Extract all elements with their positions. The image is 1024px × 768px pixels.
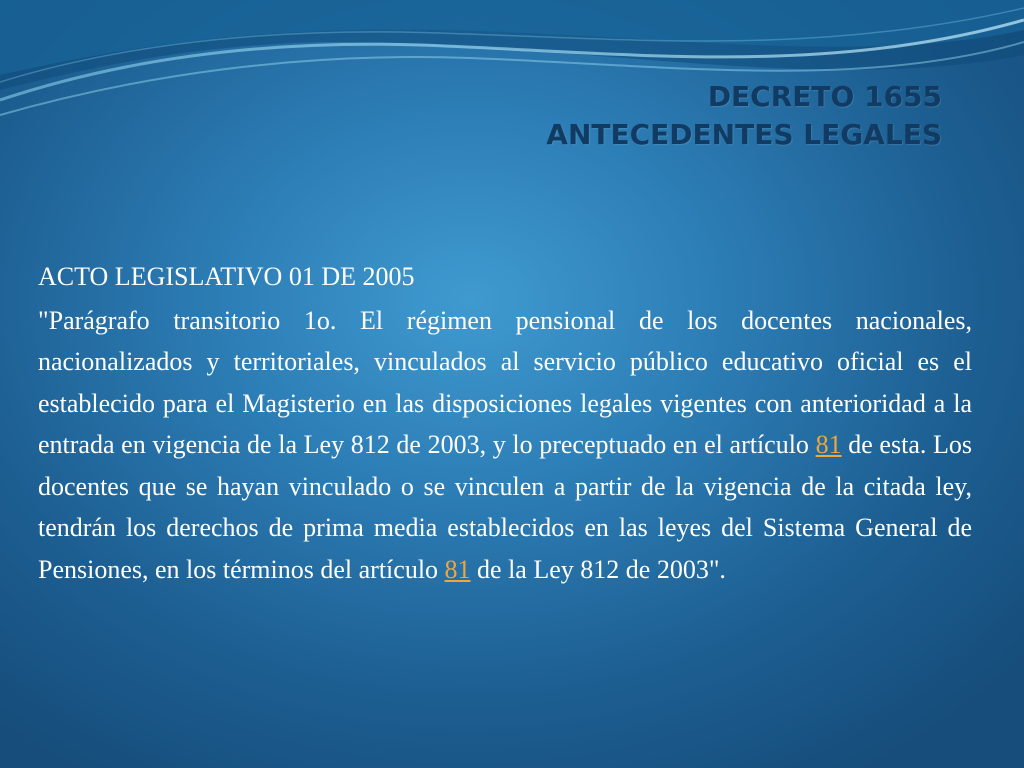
article-81-link-2[interactable]: 81: [444, 554, 471, 584]
slide-body: [38, 256, 972, 590]
paragraph-text-3: de la Ley 812 de 2003".: [470, 554, 726, 584]
article-81-link-1[interactable]: 81: [815, 430, 842, 459]
slide-title: [546, 78, 942, 154]
title-line-1: DECRETO 1655: [707, 80, 942, 113]
section-heading: ACTO LEGISLATIVO 01 DE 2005: [38, 262, 415, 291]
paragraph-text-1: "Parágrafo transitorio 1o. El régimen pensional de los docentes nacionales, nacionalizados y territoriales, vinculados al servicio público educativo oficial es el establecido para el Magisterio en las disposiciones legales vigentes con anterioridad a la entrada en vigencia de la Ley 812 de 2003, y lo preceptuado en el artículo: [38, 305, 972, 459]
title-line-2: ANTECEDENTES LEGALES: [546, 118, 942, 151]
paragraph-text-2: de esta. Los docentes que se hayan vinculado o se vinculen a partir de la vigencia de la citada ley, tendrán los derechos de prima media establecidos en las leyes del Sistema General de Pensiones, en los términos del artículo: [38, 430, 973, 584]
quoted-paragraph: [38, 300, 972, 591]
